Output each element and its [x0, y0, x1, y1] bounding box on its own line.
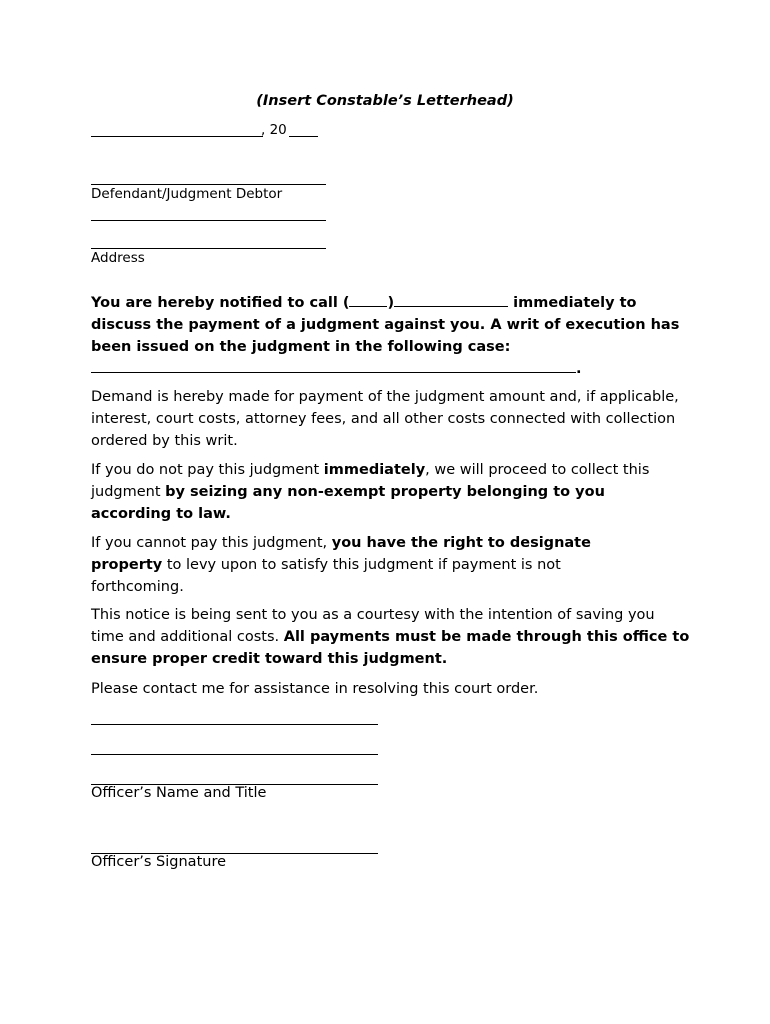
address-line-2-blank	[91, 248, 326, 249]
payment-text-c: , we will proceed to collect this judgment	[91, 462, 650, 500]
letterhead-placeholder: (Insert Constable’s Letterhead)	[256, 93, 514, 109]
designate-text-c: to levy upon to satisfy this judgment if payment is not forthcoming.	[91, 557, 561, 595]
address-label: Address	[91, 250, 145, 266]
notice-paragraph	[91, 292, 681, 380]
officer-line-2-blank	[91, 754, 378, 755]
defendant-label: Defendant/Judgment Debtor	[91, 186, 283, 202]
phone-number-blank	[394, 292, 508, 307]
payment-paragraph	[91, 459, 681, 525]
defendant-name-blank	[91, 184, 326, 185]
notice-text-3: immediately to discuss the payment of a judgment against you. A writ of execution has been issued on the judgment in the following case:	[91, 295, 680, 355]
payment-text-a: If you do not pay this judgment	[91, 462, 324, 478]
date-blank	[91, 136, 263, 137]
year-blank	[289, 136, 318, 137]
notice-text-2: )	[387, 295, 395, 311]
notice-text-1: You are hereby notified to call (	[91, 295, 350, 311]
officer-signature-label: Officer’s Signature	[91, 854, 227, 870]
notice-end: .	[576, 361, 582, 377]
officer-name-label: Officer’s Name and Title	[91, 785, 267, 801]
payment-text-d: by seizing any non-exempt property belonging to you according to law.	[91, 484, 605, 522]
demand-paragraph: Demand is hereby made for payment of the judgment amount and, if applicable, interest, court costs, attorney fees, and all other costs connected with collection ordered by this writ.	[91, 389, 679, 449]
designate-paragraph	[91, 532, 651, 598]
case-blank	[91, 358, 576, 373]
area-code-blank	[349, 292, 387, 307]
payment-text-b: immediately	[323, 462, 426, 478]
address-line-1-blank	[91, 220, 326, 221]
date-year-prefix: , 20	[261, 122, 287, 138]
contact-paragraph: Please contact me for assistance in resolving this court order.	[91, 681, 539, 697]
designate-text-a: If you cannot pay this judgment,	[91, 535, 332, 551]
officer-line-1-blank	[91, 724, 378, 725]
courtesy-text-b: All payments must be made through this office to ensure proper credit toward this judgment.	[91, 629, 690, 667]
designate-text-b: you have the right to designate property	[91, 535, 591, 573]
courtesy-paragraph	[91, 604, 691, 670]
courtesy-text-a: This notice is being sent to you as a courtesy with the intention of saving you time and additional costs.	[91, 607, 655, 645]
